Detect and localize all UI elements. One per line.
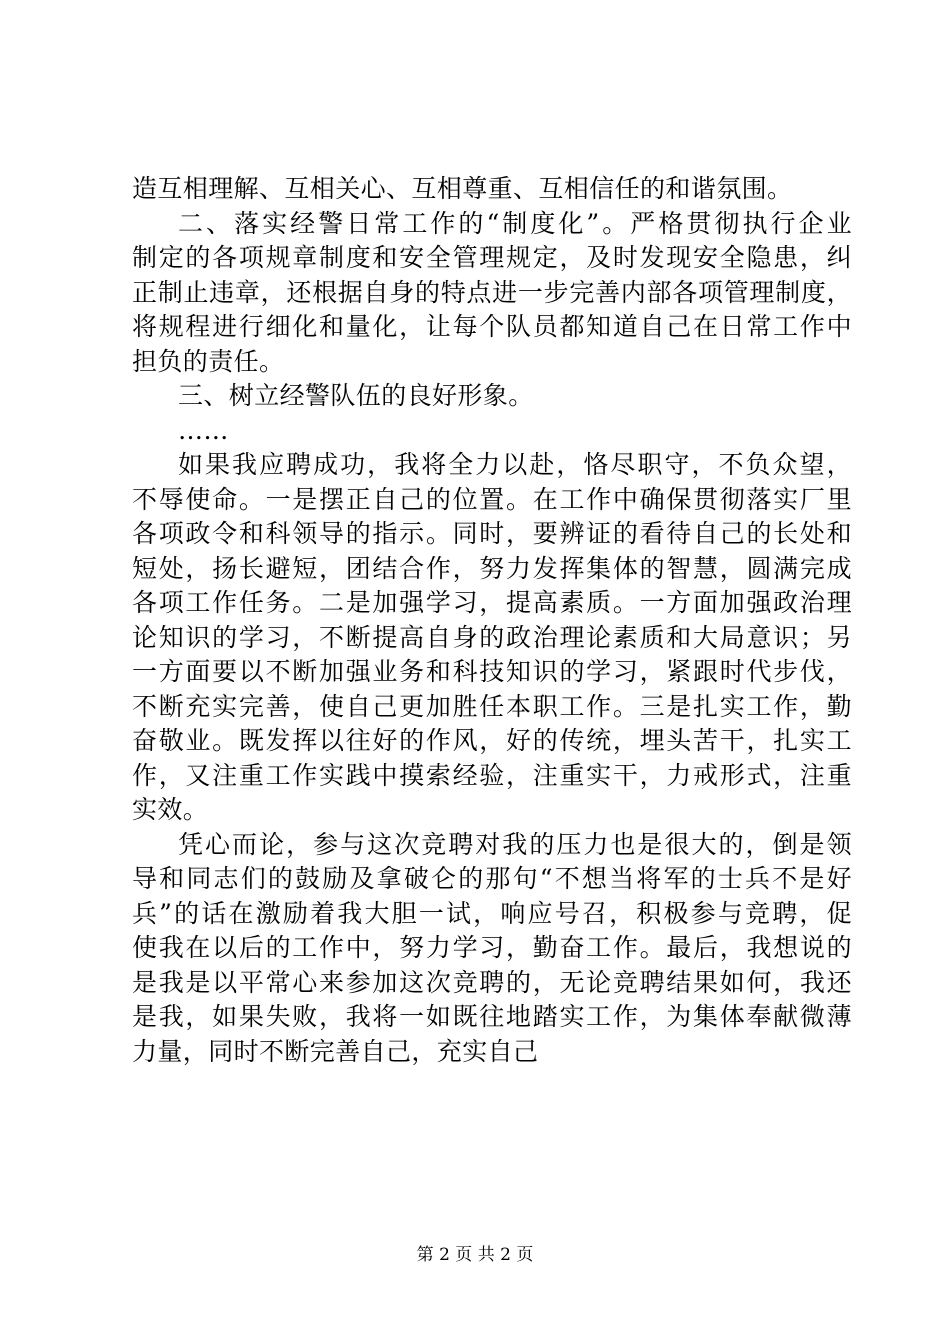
text-line: 实效。 bbox=[132, 795, 209, 824]
text-line: 将规程进行细化和量化，让每个队员都知道自己在日常工作中 bbox=[132, 312, 852, 341]
text-line: 是我是以平常心来参加这次竞聘的，无论竞聘结果如何，我还 bbox=[132, 967, 852, 997]
text-line: 作，又注重工作实践中摸索经验，注重实干，力戒形式，注重 bbox=[132, 760, 852, 790]
page-number-footer: 第 2 页 共 2 页 bbox=[416, 1245, 534, 1265]
text-line: 不辱使命。一是摆正自己的位置。在工作中确保贯彻落实厂里 bbox=[132, 484, 852, 514]
ellipsis-line: …… bbox=[178, 415, 229, 445]
text-line: 一方面要以不断加强业务和科技知识的学习，紧跟时代步伐， bbox=[132, 657, 852, 686]
text-line: 使我在以后的工作中，努力学习，勤奋工作。最后，我想说的 bbox=[132, 933, 852, 962]
paragraph-first-line: 二、落实经警日常工作的“制度化”。严格贯彻执行企业 bbox=[178, 208, 852, 238]
text-line: 力量，同时不断完善自己，充实自己 bbox=[132, 1036, 539, 1066]
document-body bbox=[132, 172, 852, 1069]
section-heading: 三、树立经警队伍的良好形象。 bbox=[178, 381, 534, 410]
text-line: 担负的责任。 bbox=[132, 346, 285, 376]
text-line: 是我，如果失败，我将一如既往地踏实工作，为集体奉献微薄 bbox=[132, 1002, 852, 1031]
text-line: 不断充实完善，使自己更加胜任本职工作。三是扎实工作，勤 bbox=[132, 691, 852, 721]
text-line: 各项工作任务。二是加强学习，提高素质。一方面加强政治理 bbox=[132, 588, 852, 617]
paragraph-first-line: 凭心而论，参与这次竞聘对我的压力也是很大的，倒是领 bbox=[178, 829, 852, 859]
text-line: 导和同志们的鼓励及拿破仑的那句“不想当将军的士兵不是好 bbox=[132, 864, 852, 893]
paragraph-first-line: 如果我应聘成功，我将全力以赴，恪尽职守，不负众望， bbox=[178, 450, 852, 479]
text-line: 奋敬业。既发挥以往好的作风，好的传统，埋头苦干，扎实工 bbox=[132, 726, 852, 755]
text-line: 正制止违章，还根据自身的特点进一步完善内部各项管理制度， bbox=[132, 277, 852, 307]
text-line: 各项政令和科领导的指示。同时，要辨证的看待自己的长处和 bbox=[132, 519, 852, 548]
text-line: 制定的各项规章制度和安全管理规定，及时发现安全隐患，纠 bbox=[132, 243, 852, 272]
text-line: 短处，扬长避短，团结合作，努力发挥集体的智慧，圆满完成 bbox=[132, 553, 852, 583]
text-line: 造互相理解、互相关心、互相尊重、互相信任的和谐氛围。 bbox=[132, 174, 793, 203]
text-line: 论知识的学习，不断提高自身的政治理论素质和大局意识；另 bbox=[132, 622, 852, 652]
text-line: 兵”的话在激励着我大胆一试，响应号召，积极参与竞聘，促 bbox=[132, 898, 852, 928]
